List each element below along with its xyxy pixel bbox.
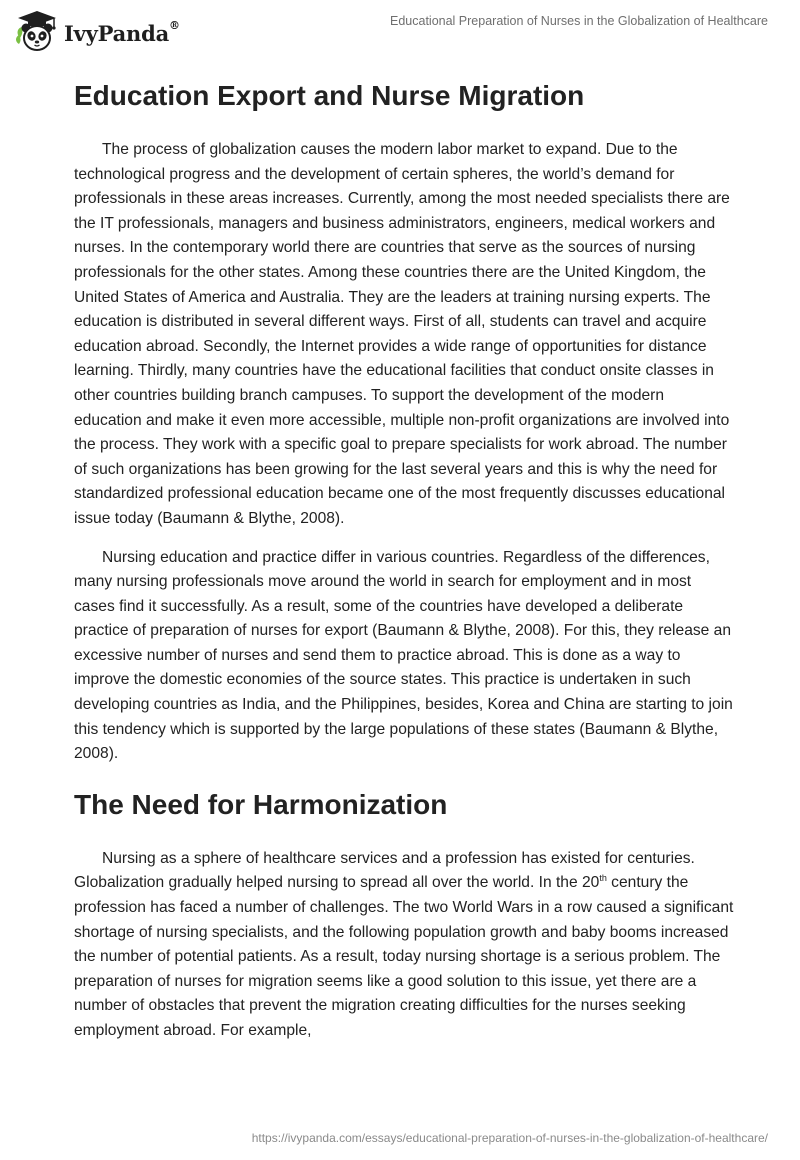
- paragraph-text: century the profession has faced a number of challenges. The two World Wars in a row caused a significant shortage of nursing specialists, and the following population growth and baby booms increased the number of potential patients. As a result, today nursing shortage is a serious problem. The preparation of nurses for migration seems like a good solution to this issue, yet there are a number of obstacles that prevent the migration creating difficulties for the nurses seeking employment abroad. For example,: [74, 874, 734, 1039]
- essay-content: [74, 70, 734, 1044]
- registered-mark: ®: [169, 18, 180, 32]
- logo-wordmark: [64, 18, 180, 46]
- document-title: Educational Preparation of Nurses in the Globalization of Healthcare: [390, 14, 768, 28]
- paragraph: The process of globalization causes the modern labor market to expand. Due to the technological progress and the development of certain spheres, the world’s demand for professionals in these areas increases. Currently, among the most needed specialists there are the IT professionals, managers and business administrators, engineers, medical workers and nurses. In the contemporary world there are countries that serve as the sources of nursing professionals for the other states. Among these countries there are the United Kingdom, the United States of America and Australia. They are the leaders at training nursing experts. The education is distributed in several different ways. First of all, students can travel and acquire education abroad. Secondly, the Internet provides a wide range of opportunities for distance learning. Thirdly, many countries have the educational facilities that conduct onsite classes in other countries building branch campuses. To support the development of the modern education and make it even more accessible, multiple non-profit organizations are involved into the process. They work with a specific goal to prepare specialists for work abroad. The number of such organizations has been growing for the last several years and this is why the need for standardized professional education became one of the most frequently discusses educational issue today (Baumann & Blythe, 2008).: [74, 141, 730, 527]
- superscript: th: [599, 873, 607, 884]
- paragraph: Nursing education and practice differ in various countries. Regardless of the differences, many nursing professionals move around the world in search for employment and in most cases find it successfully. As a result, some of the countries have developed a deliberate practice of preparation of nurses for export (Baumann & Blythe, 2008). For this, they release an excessive number of nurses and send them to practice abroad. This is done as a way to improve the domestic economies of the source states. This practice is undertaken in such developing countries as India, and the Philippines, besides, Korea and China are starting to join this tendency which is supported by the large populations of these states (Baumann & Blythe, 2008).: [74, 548, 733, 763]
- section-heading-harmonization: The Need for Harmonization: [74, 788, 448, 820]
- logo-text: IvyPanda: [64, 20, 170, 46]
- section-heading-education-export: Education Export and Nurse Migration: [74, 80, 585, 111]
- ivypanda-logo[interactable]: [14, 8, 180, 54]
- page-header: [0, 0, 800, 70]
- paragraph-text: Nursing as a sphere of healthcare services and a profession has existed for centuries. Globalization gradually helped nursing to spread all over the world. In the 20: [74, 849, 695, 892]
- panda-graduation-cap-icon: [14, 8, 60, 54]
- source-url[interactable]: https://ivypanda.com/essays/educational-preparation-of-nurses-in-the-globalization-of-healthcare/: [251, 1131, 768, 1145]
- paragraph: [74, 847, 734, 1044]
